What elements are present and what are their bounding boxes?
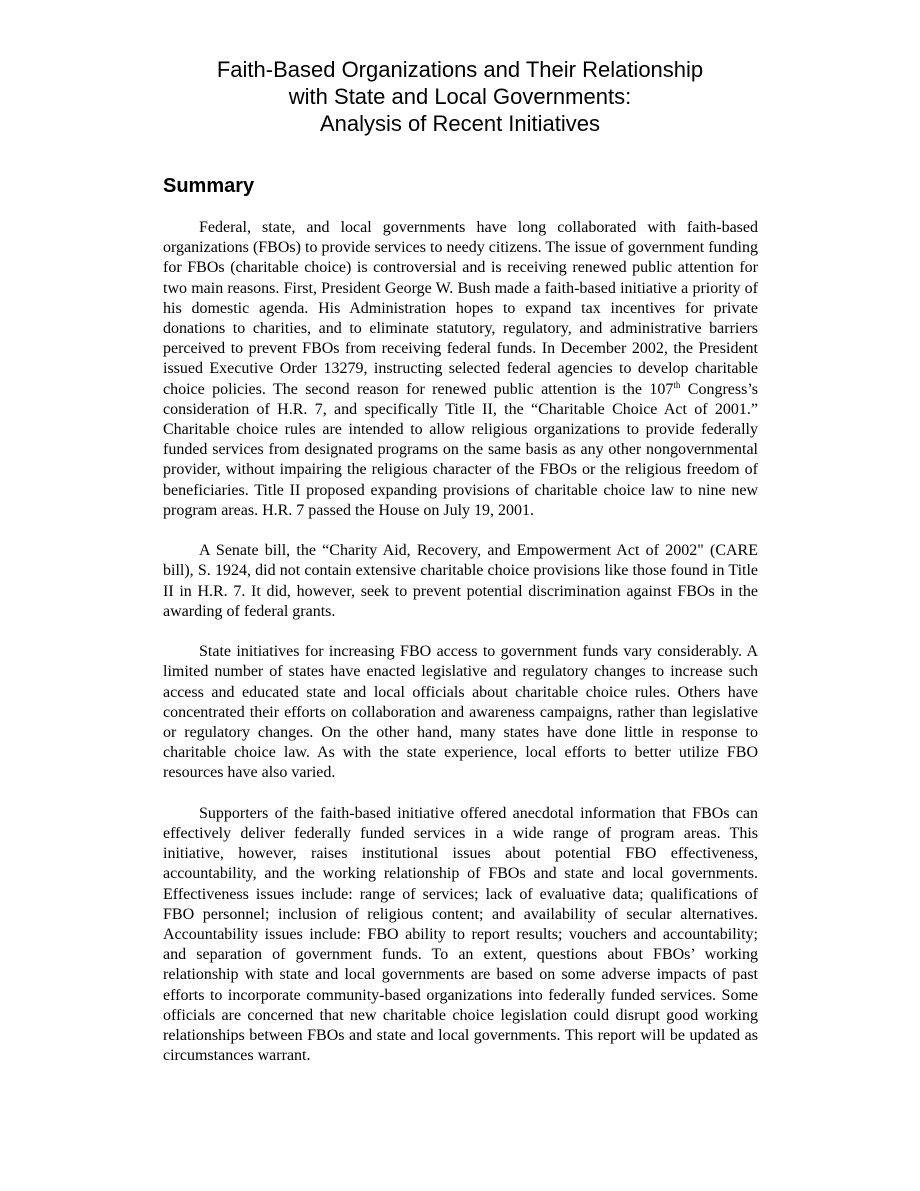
report-title-line-2: with State and Local Governments:: [288, 84, 632, 109]
paragraph-2: A Senate bill, the “Charity Aid, Recovery, and Empowerment Act of 2002" (CARE bill), S. 1924, did not contain extensive charitable choice provisions like those found in Title II in H.R. 7. It did, however, seek to prevent potential discrimination against FBOs in the awarding of federal grants.: [163, 542, 758, 620]
paragraph-1-part-1: Federal, state, and local governments have long collaborated with faith-based organizations (FBOs) to provide services to needy citizens. The issue of government funding for FBOs (charitable choice) is controversial and is receiving renewed public attention for two main reasons. First, President George W. Bush made a faith-based initiative a priority of his domestic agenda. His Administration hopes to expand tax incentives for private donations to charities, and to eliminate statutory, regulatory, and administrative barriers perceived to prevent FBOs from receiving federal funds. In December 2002, the President issued Executive Order 13279, instructing selected federal agencies to develop charitable choice policies. The second reason for renewed public attention is the 107: [163, 219, 758, 398]
ordinal-superscript: th: [673, 379, 681, 390]
report-title: [160, 56, 760, 137]
summary-body: [163, 218, 758, 1066]
paragraph-1: [163, 218, 758, 521]
paragraph-4: Supporters of the faith-based initiative offered anecdotal information that FBOs can effectively deliver federally funded services in a wide range of program areas. This initiative, however, raises institutional issues about potential FBO effectiveness, accountability, and the working relationship of FBOs and state and local governments. Effectiveness issues include: range of services; lack of evaluative data; qualifications of FBO personnel; inclusion of religious content; and availability of secular alternatives. Accountability issues include: FBO ability to report results; vouchers and accountability; and separation of government funds. To an extent, questions about FBOs’ working relationship with state and local governments are based on some adverse impacts of past efforts to incorporate community-based organizations into federally funded services. Some officials are concerned that new charitable choice legislation could disrupt good working relationships between FBOs and state and local governments. This report will be updated as circumstances warrant.: [163, 804, 758, 1065]
paragraph-1-part-2: Congress’s consideration of H.R. 7, and specifically Title II, the “Charitable Choice Act of 2001.” Charitable choice rules are intended to allow religious organizations to provide federally funded services from designated programs on the same basis as any other nongovernmental provider, without impairing the religious character of the FBOs or the religious freedom of beneficiaries. Title II proposed expanding provisions of charitable choice law to nine new program areas. H.R. 7 passed the House on July 19, 2001.: [163, 380, 759, 519]
report-title-line-1: Faith-Based Organizations and Their Relationship: [216, 57, 704, 82]
report-title-line-3: Analysis of Recent Initiatives: [319, 111, 601, 136]
paragraph-3: State initiatives for increasing FBO access to government funds vary considerably. A limited number of states have enacted legislative and regulatory changes to increase such access and educated state and local officials about charitable choice rules. Others have concentrated their efforts on collaboration and awareness campaigns, rather than legislative or regulatory changes. On the other hand, many states have done little in response to charitable choice law. As with the state experience, local efforts to better utilize FBO resources have also varied.: [163, 643, 758, 782]
section-heading-summary: Summary: [163, 175, 255, 197]
